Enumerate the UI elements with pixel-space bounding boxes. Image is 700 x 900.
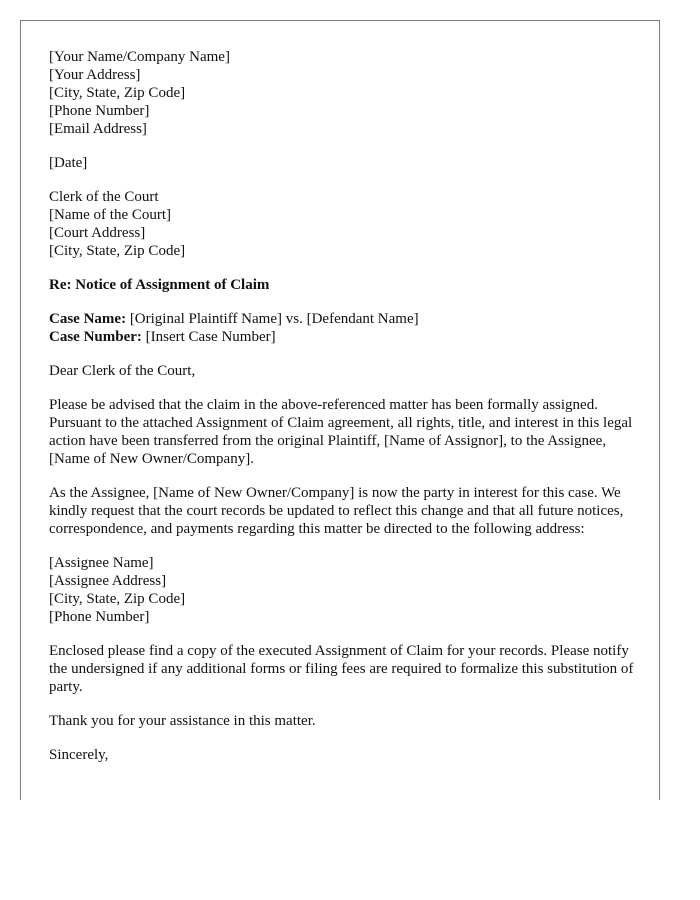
case-name-label: Case Name: (49, 311, 127, 327)
assignee-name: [Assignee Name] (49, 555, 154, 571)
case-number-value: [Insert Case Number] (141, 329, 276, 345)
salutation: Dear Clerk of the Court, (49, 363, 196, 379)
recipient-title: Clerk of the Court (49, 189, 159, 205)
signoff: Sincerely, (49, 747, 109, 763)
assignee-phone: [Phone Number] (49, 609, 150, 625)
recipient-court-address: [Court Address] (49, 225, 146, 241)
date-block (49, 154, 639, 172)
sender-city-state-zip: [City, State, Zip Code] (49, 85, 186, 101)
sender-email: [Email Address] (49, 121, 147, 137)
sender-name: [Your Name/Company Name] (49, 49, 230, 65)
case-name-line (49, 310, 639, 328)
assignee-address-block (49, 554, 639, 626)
case-number-label: Case Number: (49, 329, 142, 345)
recipient-city-state-zip: [City, State, Zip Code] (49, 243, 186, 259)
assignee-city-state-zip: [City, State, Zip Code] (49, 591, 186, 607)
body-paragraph-1: Please be advised that the claim in the above-referenced matter has been formally assigned. Pursuant to the attached Assignment of Claim agreement, all rights, title, and interest in this legal action have been transferred from the original Plaintiff, [Name of Assignor], to the Assignee, [Name of New Owner/Company]. (49, 397, 633, 467)
case-name-value: [Original Plaintiff Name] vs. [Defendant Name] (126, 311, 419, 327)
subject-line: Re: Notice of Assignment of Claim (49, 277, 270, 293)
letter-content (49, 48, 639, 780)
assignee-address: [Assignee Address] (49, 573, 167, 589)
sender-phone: [Phone Number] (49, 103, 150, 119)
sender-address: [Your Address] (49, 67, 141, 83)
recipient-court-name: [Name of the Court] (49, 207, 172, 223)
closing-paragraph-2: Thank you for your assistance in this matter. (49, 713, 316, 729)
recipient-block (49, 188, 639, 260)
sender-block (49, 48, 639, 138)
body-paragraph-2: As the Assignee, [Name of New Owner/Company] is now the party in interest for this case. We kindly request that the court records be updated to reflect this change and that all future notices, correspondence, and payments regarding this matter be directed to the following address: (49, 485, 624, 537)
case-info (49, 310, 639, 346)
letter-page (20, 20, 660, 800)
letter-date: [Date] (49, 155, 88, 171)
case-number-line (49, 328, 639, 346)
closing-paragraph-1: Enclosed please find a copy of the executed Assignment of Claim for your records. Please notify the undersigned if any additional forms or filing fees are required to formalize this substitution of party. (49, 643, 634, 695)
